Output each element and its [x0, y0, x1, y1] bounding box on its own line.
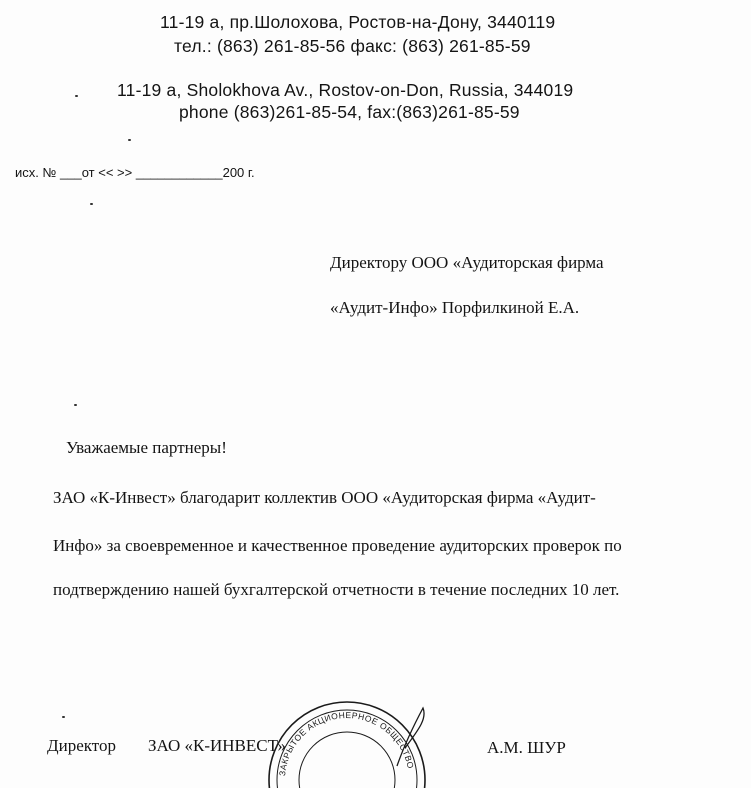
addressee-line-1: Директору ООО «Аудиторская фирма: [330, 253, 604, 272]
body-line-3: подтверждению нашей бухгалтерской отчетности в течение последних 10 лет.: [53, 580, 620, 599]
company-seal: [255, 688, 435, 788]
outgoing-reference: исх. № ___от << >> ____________200 г.: [15, 165, 255, 180]
signature-company: ЗАО «К-ИНВЕСТ»: [148, 736, 287, 755]
address-ru: 11-19 а, пр.Шолохова, Ростов-на-Дону, 3440119: [160, 12, 556, 32]
scan-speck: [75, 95, 78, 97]
seal-text: ЗАКРЫТОЕ АКЦИОНЕРНОЕ ОБЩЕСТВО: [277, 709, 416, 777]
body-line-2: Инфо» за своевременное и качественное проведение аудиторских проверок по: [53, 536, 622, 555]
body-line-1: ЗАО «К-Инвест» благодарит коллектив ООО «Аудиторская фирма «Аудит-: [53, 488, 596, 507]
address-en: 11-19 a, Sholokhova Av., Rostov-on-Don, Russia, 344019: [117, 80, 574, 100]
scan-speck: [128, 139, 131, 141]
signature-title: Директор: [47, 736, 116, 755]
greeting: Уважаемые партнеры!: [66, 438, 227, 457]
scan-speck: [74, 404, 77, 406]
addressee-line-2: «Аудит-Инфо» Порфилкиной Е.А.: [330, 298, 580, 317]
scan-speck: [62, 716, 65, 718]
scan-speck: [90, 203, 93, 205]
signature-name: А.М. ШУР: [487, 738, 566, 757]
phone-en: phone (863)261-85-54, fax:(863)261-85-59: [179, 102, 520, 122]
phone-ru: тел.: (863) 261-85-56 факс: (863) 261-85-59: [174, 36, 531, 56]
